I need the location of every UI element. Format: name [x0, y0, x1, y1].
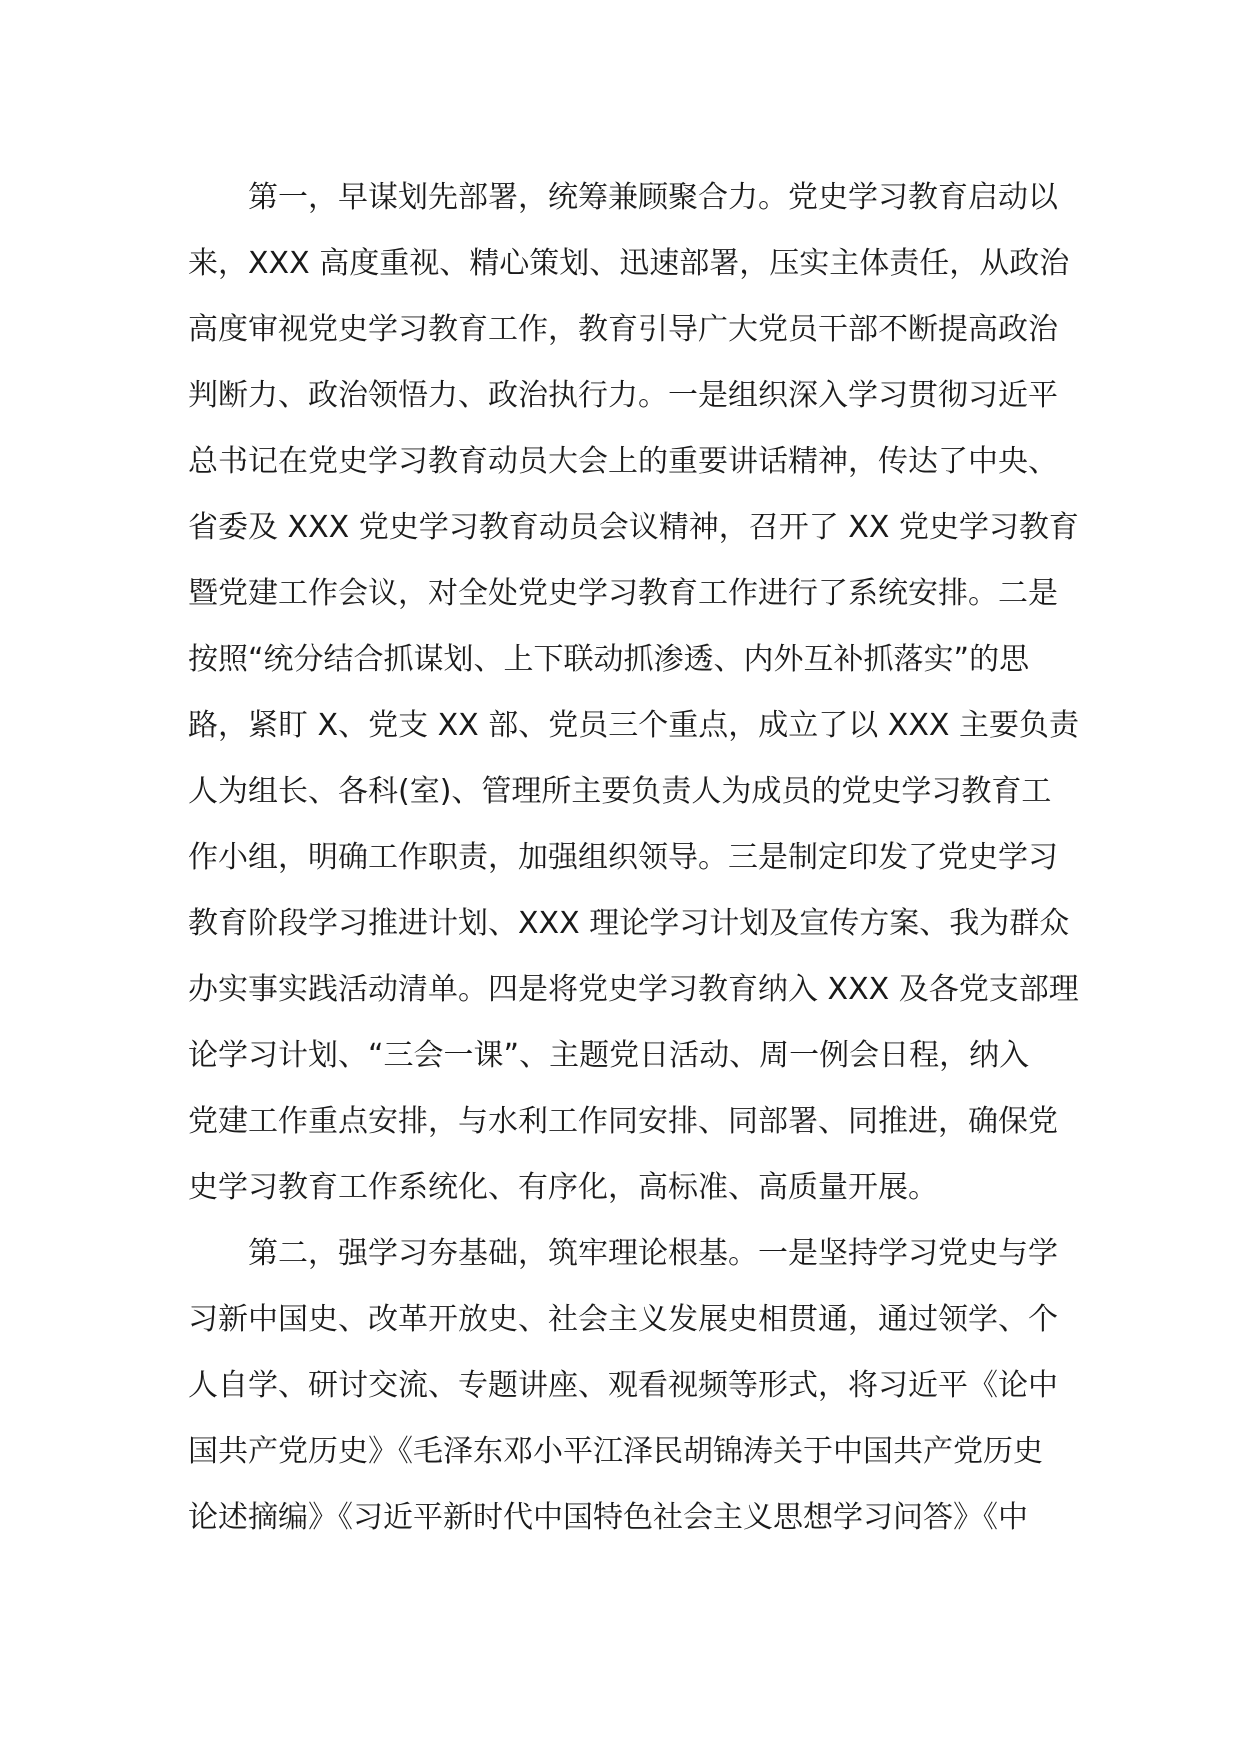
- paragraph-1-line-1: 第一，早谋划先部署，统筹兼顾聚合力。党史学习教育启动以: [248, 180, 1058, 215]
- paragraph-1-line-7: 暨党建工作会议，对全处党史学习教育工作进行了系统安排。二是: [188, 576, 1058, 611]
- paragraph-1-line-14: 论学习计划、“三会一课”、主题党日活动、周一例会日程，纳入: [188, 1038, 1030, 1073]
- paragraph-1-line-8: 按照“统分结合抓谋划、上下联动抓渗透、内外互补抓落实”的思: [188, 642, 1030, 677]
- paragraph-1-line-2: 来，XXX 高度重视、精心策划、迅速部署，压实主体责任，从政治: [188, 246, 1070, 281]
- paragraph-1-line-15: 党建工作重点安排，与水利工作同安排、同部署、同推进，确保党: [188, 1104, 1058, 1139]
- paragraph-1-line-11: 作小组，明确工作职责，加强组织领导。三是制定印发了党史学习: [188, 840, 1058, 875]
- paragraph-2-line-2: 习新中国史、改革开放史、社会主义发展史相贯通，通过领学、个: [188, 1302, 1058, 1337]
- paragraph-2-line-1: 第二，强学习夯基础，筑牢理论根基。一是坚持学习党史与学: [248, 1236, 1058, 1271]
- paragraph-1-line-4: 判断力、政治领悟力、政治执行力。一是组织深入学习贯彻习近平: [188, 378, 1058, 413]
- paragraph-1-line-16: 史学习教育工作系统化、有序化，高标准、高质量开展。: [188, 1170, 938, 1205]
- paragraph-1-line-12: 教育阶段学习推进计划、XXX 理论学习计划及宣传方案、我为群众: [188, 906, 1070, 941]
- paragraph-2-line-4: 国共产党历史》《毛泽东邓小平江泽民胡锦涛关于中国共产党历史: [188, 1434, 1043, 1469]
- paragraph-2-line-5: 论述摘编》《习近平新时代中国特色社会主义思想学习问答》《中: [188, 1500, 1028, 1535]
- paragraph-1-line-10: 人为组长、各科(室)、管理所主要负责人为成员的党史学习教育工: [188, 774, 1052, 809]
- paragraph-1-line-9: 路，紧盯 X、党支 XX 部、党员三个重点，成立了以 XXX 主要负责: [188, 708, 1079, 743]
- paragraph-2-line-3: 人自学、研讨交流、专题讲座、观看视频等形式，将习近平《论中: [188, 1368, 1058, 1403]
- paragraph-1-line-3: 高度审视党史学习教育工作，教育引导广大党员干部不断提高政治: [188, 312, 1058, 347]
- paragraph-1-line-13: 办实事实践活动清单。四是将党史学习教育纳入 XXX 及各党支部理: [188, 972, 1079, 1007]
- paragraph-1-line-5: 总书记在党史学习教育动员大会上的重要讲话精神，传达了中央、: [188, 444, 1058, 479]
- body-text: [188, 165, 1079, 1551]
- paragraph-1-line-6: 省委及 XXX 党史学习教育动员会议精神，召开了 XX 党史学习教育: [188, 510, 1079, 545]
